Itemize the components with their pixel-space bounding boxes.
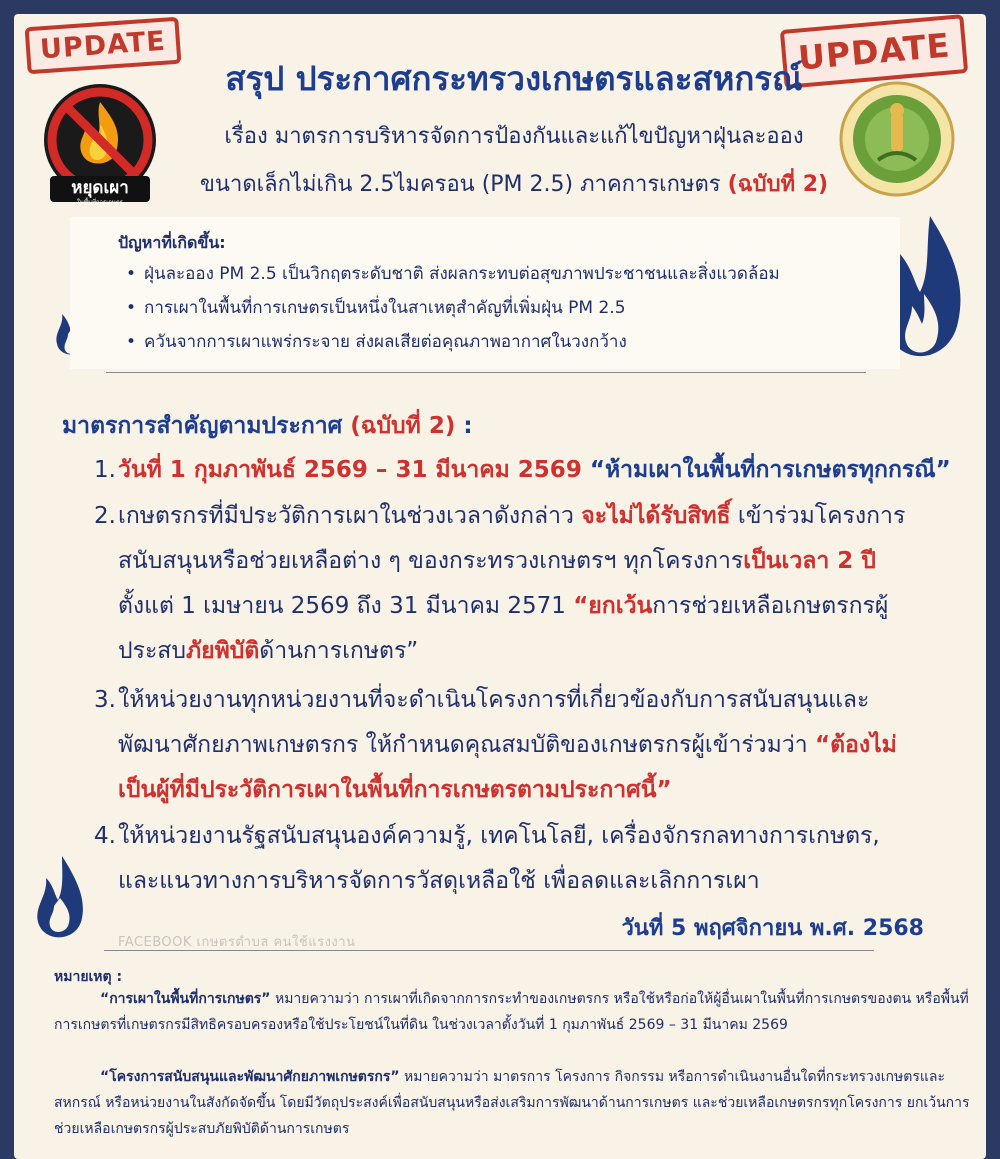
measure-text: ให้หน่วยงานรัฐสนับสนุนองค์ความรู้, เทคโนโลยี, เครื่องจักรกลทางการเกษตร, [118, 823, 880, 849]
problem-item: • การเผาในพื้นที่การเกษตรเป็นหนึ่งในสาเหตุสำคัญที่เพิ่มฝุ่น PM 2.5 [126, 291, 780, 325]
divider [106, 372, 866, 373]
measure-item-1 [94, 448, 974, 493]
measure-number: 4. [94, 823, 116, 849]
note-term: “โครงการสนับสนุนและพัฒนาศักยภาพเกษตรกร” [100, 1069, 400, 1085]
measure-highlight: “ยกเว้น [573, 593, 653, 619]
measure-text: การช่วยเหลือเกษตรกรผู้ [652, 593, 889, 619]
announcement-date: วันที่ 5 พฤศจิกายน พ.ศ. 2568 [621, 916, 924, 941]
measures-heading [62, 408, 473, 444]
measure-text: ประสบ [118, 638, 186, 664]
measure-text: สนับสนุนหรือช่วยเหลือต่าง ๆ ของกระทรวงเกษตรฯ ทุกโครงการ [118, 548, 744, 574]
note-2 [54, 1064, 974, 1142]
measure-line: และแนวทางการบริหารจัดการวัสดุเหลือใช้ เพื่อลดและเลิกการเผา [118, 868, 760, 894]
measure-text: เกษตรกรที่มีประวัติการเผาในช่วงเวลาดังกล่าว [118, 503, 582, 529]
measure-line [94, 539, 974, 584]
measure-line [94, 723, 974, 768]
measure-text: ให้หน่วยงานทุกหน่วยงานที่จะดำเนินโครงการที่เกี่ยวข้องกับการสนับสนุนและ [118, 687, 870, 713]
badge-label: หยุดเผา [71, 178, 129, 198]
note-text: หมายความว่า มาตรการ โครงการ กิจกรรม หรือการดำเนินงานอื่นใดที่กระทรวงเกษตรและสหกรณ์ หรือหน่วยงานในสังกัดจัดขึ้น โดยมีวัตถุประสงค์เพื่อสนับสนุนหรือส่งเสริมการพัฒนาด้านการเกษตร และช่วยเหลือเกษตรกรทุกโครงการ ยกเว้นการช่วยเหลือเกษตรกรผู้ประสบภัยพิบัติด้านการเกษตร [54, 1069, 970, 1137]
measure-highlight: “ต้องไม่ [815, 732, 897, 758]
no-burning-badge-icon [36, 80, 164, 208]
subtitle-text: ขนาดเล็กไม่เกิน 2.5ไมครอน (PM 2.5) ภาคการเกษตร [199, 172, 721, 197]
subtitle-line-1: เรื่อง มาตรการบริหารจัดการป้องกันและแก้ไขปัญหาฝุ่นละออง [224, 124, 804, 149]
measure-text: ด้านการเกษตร” [259, 638, 419, 664]
measures-heading-colon: : [455, 413, 473, 439]
measure-number: 3. [94, 687, 116, 713]
measure-number: 2. [94, 503, 116, 529]
problems-heading: ปัญหาที่เกิดขึ้น: [118, 233, 226, 252]
divider [104, 950, 874, 951]
measure-1-quote: “ห้ามเผาในพื้นที่การเกษตรทุกกรณี” [589, 457, 951, 483]
measures-heading-edition: (ฉบับที่ 2) [350, 413, 456, 439]
measure-item-4 [94, 814, 974, 904]
measure-text: พัฒนาศักยภาพเกษตรกร ให้กำหนดคุณสมบัติของเกษตรกรผู้เข้าร่วมว่า [118, 732, 815, 758]
page-title: สรุป ประกาศกระทรวงเกษตรและสหกรณ์ [225, 59, 803, 98]
problems-box [70, 217, 900, 369]
note-term: “การเผาในพื้นที่การเกษตร” [100, 991, 271, 1007]
facebook-watermark: FACEBOOK เกษตรตำบล คนใช้แรงงาน [118, 935, 356, 950]
update-stamp-right: UPDATE [779, 14, 968, 89]
problems-list [126, 257, 780, 359]
measure-1-date: วันที่ 1 กุมภาพันธ์ 2569 – 31 มีนาคม 2569 [118, 457, 582, 483]
notes-heading: หมายเหตุ : [54, 969, 123, 985]
measure-item-3 [94, 678, 974, 813]
measure-highlight: ภัยพิบัติ [185, 638, 260, 664]
measure-highlight: จะไม่ได้รับสิทธิ์ [581, 503, 731, 529]
subtitle-line-2 [164, 166, 864, 201]
note-text: หมายความว่า การเผาที่เกิดจากการกระทำของเกษตรกร หรือใช้หรือก่อให้ผู้อื่นเผาในพื้นที่การเกษตรของตน หรือพื้นที่การเกษตรที่เกษตรกรมีสิทธิครอบครองหรือใช้ประโยชน์ในที่ดิน ในช่วงเวลาตั้งวันที่ 1 กุมภาพันธ์ 2569 – 31 มีนาคม 2569 [54, 991, 969, 1033]
problem-item: • ควันจากการเผาแพร่กระจาย ส่งผลเสียต่อคุณภาพอากาศในวงกว้าง [126, 325, 780, 359]
poster-sheet [14, 14, 986, 1159]
blue-flame-icon-bottom [34, 854, 88, 944]
measure-line [94, 629, 974, 674]
measures-heading-text: มาตรการสำคัญตามประกาศ [62, 413, 343, 439]
badge-sublabel: ในพื้นที่การเกษตร [76, 199, 124, 206]
measure-item-2 [94, 494, 974, 674]
problem-item: • ฝุ่นละออง PM 2.5 เป็นวิกฤตระดับชาติ ส่งผลกระทบต่อสุขภาพประชาชนและสิ่งแวดล้อม [126, 257, 780, 291]
measure-line [94, 584, 974, 629]
measure-highlight: เป็นผู้ที่มีประวัติการเผาในพื้นที่การเกษตรตามประกาศนี้” [118, 777, 672, 803]
measure-highlight: เป็นเวลา 2 ปี [743, 548, 876, 574]
measure-text: เข้าร่วมโครงการ [730, 503, 906, 529]
note-1 [54, 986, 974, 1038]
subtitle-edition: (ฉบับที่ 2) [727, 172, 829, 197]
measure-text: ตั้งแต่ 1 เมษายน 2569 ถึง 31 มีนาคม 2571 [118, 593, 574, 619]
measure-number: 1. [94, 457, 116, 483]
update-stamp-left: UPDATE [25, 17, 182, 75]
